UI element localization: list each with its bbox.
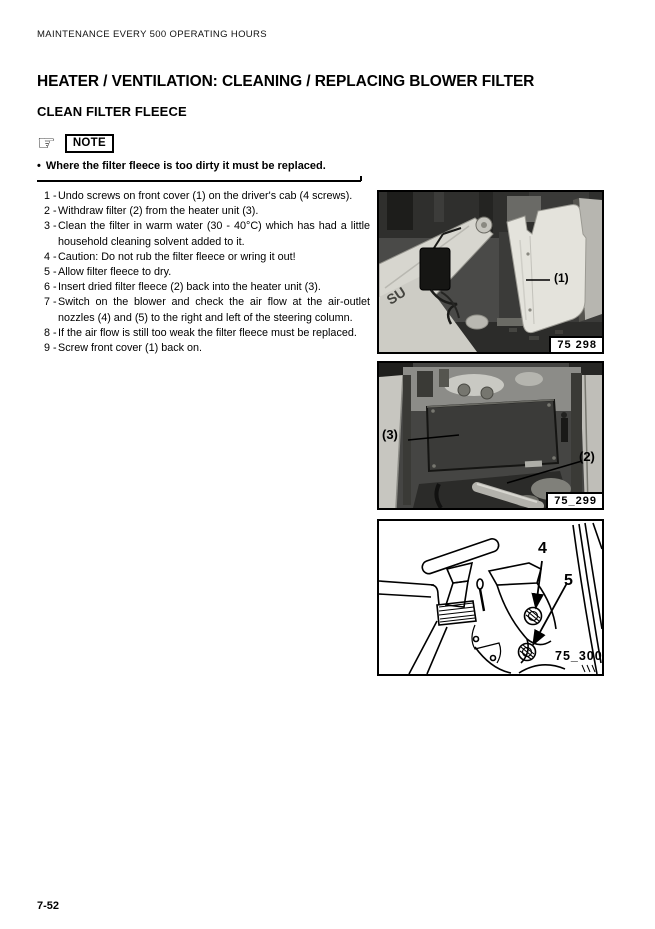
step-3: [44, 219, 370, 249]
figure-front-cover-photo: [377, 190, 604, 354]
procedure-steps: [44, 189, 370, 356]
note-bullet: [37, 160, 367, 172]
step-text: Undo screws on front cover (1) on the driver's cab (4 screws).: [58, 190, 353, 202]
figure-nozzles-drawing: [377, 519, 604, 676]
step-number: 9 -: [44, 342, 57, 355]
step-number: 8 -: [44, 326, 57, 339]
step-text: Clean the filter in warm water (30 - 40°C) which has had a little household cleaning solvent added to it.: [58, 220, 370, 248]
pointing-hand-icon: ☞: [37, 130, 56, 155]
step-number: 6 -: [44, 281, 57, 294]
heater-unit-photo: [379, 363, 602, 508]
callout-5: 5: [564, 572, 573, 589]
step-text: Screw front cover (1) back on.: [58, 342, 203, 355]
divider-rule-tick: [360, 176, 362, 181]
figure-heater-unit-photo: [377, 361, 604, 510]
step-number: 7 -: [44, 296, 57, 309]
note-label: NOTE: [65, 134, 114, 153]
step-1: [44, 189, 370, 204]
step-number: 3 -: [44, 220, 57, 233]
figure-number: 75_299: [546, 492, 602, 508]
step-text: Caution: Do not rub the filter fleece or wring it out!: [58, 250, 296, 263]
callout-4: 4: [538, 540, 547, 557]
step-7: [44, 295, 370, 325]
step-number: 1 -: [44, 190, 57, 202]
section-subtitle: CLEAN FILTER FLEECE: [37, 104, 187, 119]
step-text: Withdraw filter (2) from the heater unit (3).: [58, 205, 259, 218]
step-number: 2 -: [44, 205, 57, 218]
page-title: HEATER / VENTILATION: CLEANING / REPLACING BLOWER FILTER: [37, 73, 535, 90]
step-text: Switch on the blower and check the air flow at the air-outlet nozzles (4) and (5) to the right and left of the steering column.: [58, 296, 370, 324]
step-number: 5 -: [44, 266, 57, 279]
boom-logo-text: SU: [383, 283, 409, 308]
step-9: [44, 341, 370, 356]
note-bullet-text: Where the filter fleece is too dirty it must be replaced.: [45, 160, 326, 172]
step-text: Allow filter fleece to dry.: [58, 266, 172, 279]
figure-number: 75 298: [549, 336, 602, 352]
note-callout: [37, 131, 114, 155]
step-4: [44, 250, 370, 265]
step-6: [44, 280, 370, 295]
divider-rule: [37, 180, 361, 182]
step-5: [44, 265, 370, 280]
step-2: [44, 204, 370, 219]
bullet-dot: •: [37, 160, 41, 172]
callout-1: (1): [554, 271, 569, 285]
running-header: MAINTENANCE EVERY 500 OPERATING HOURS: [37, 29, 267, 40]
callout-3: (3): [382, 427, 398, 442]
figure-number: 75_300: [555, 649, 603, 663]
step-8: [44, 326, 370, 341]
step-number: 4 -: [44, 250, 57, 263]
step-text: Insert dried filter fleece (2) back into the heater unit (3).: [58, 281, 321, 294]
step-text: If the air flow is still too weak the filter fleece must be replaced.: [58, 326, 357, 339]
callout-2: (2): [579, 449, 595, 464]
page-number: 7-52: [37, 900, 60, 912]
